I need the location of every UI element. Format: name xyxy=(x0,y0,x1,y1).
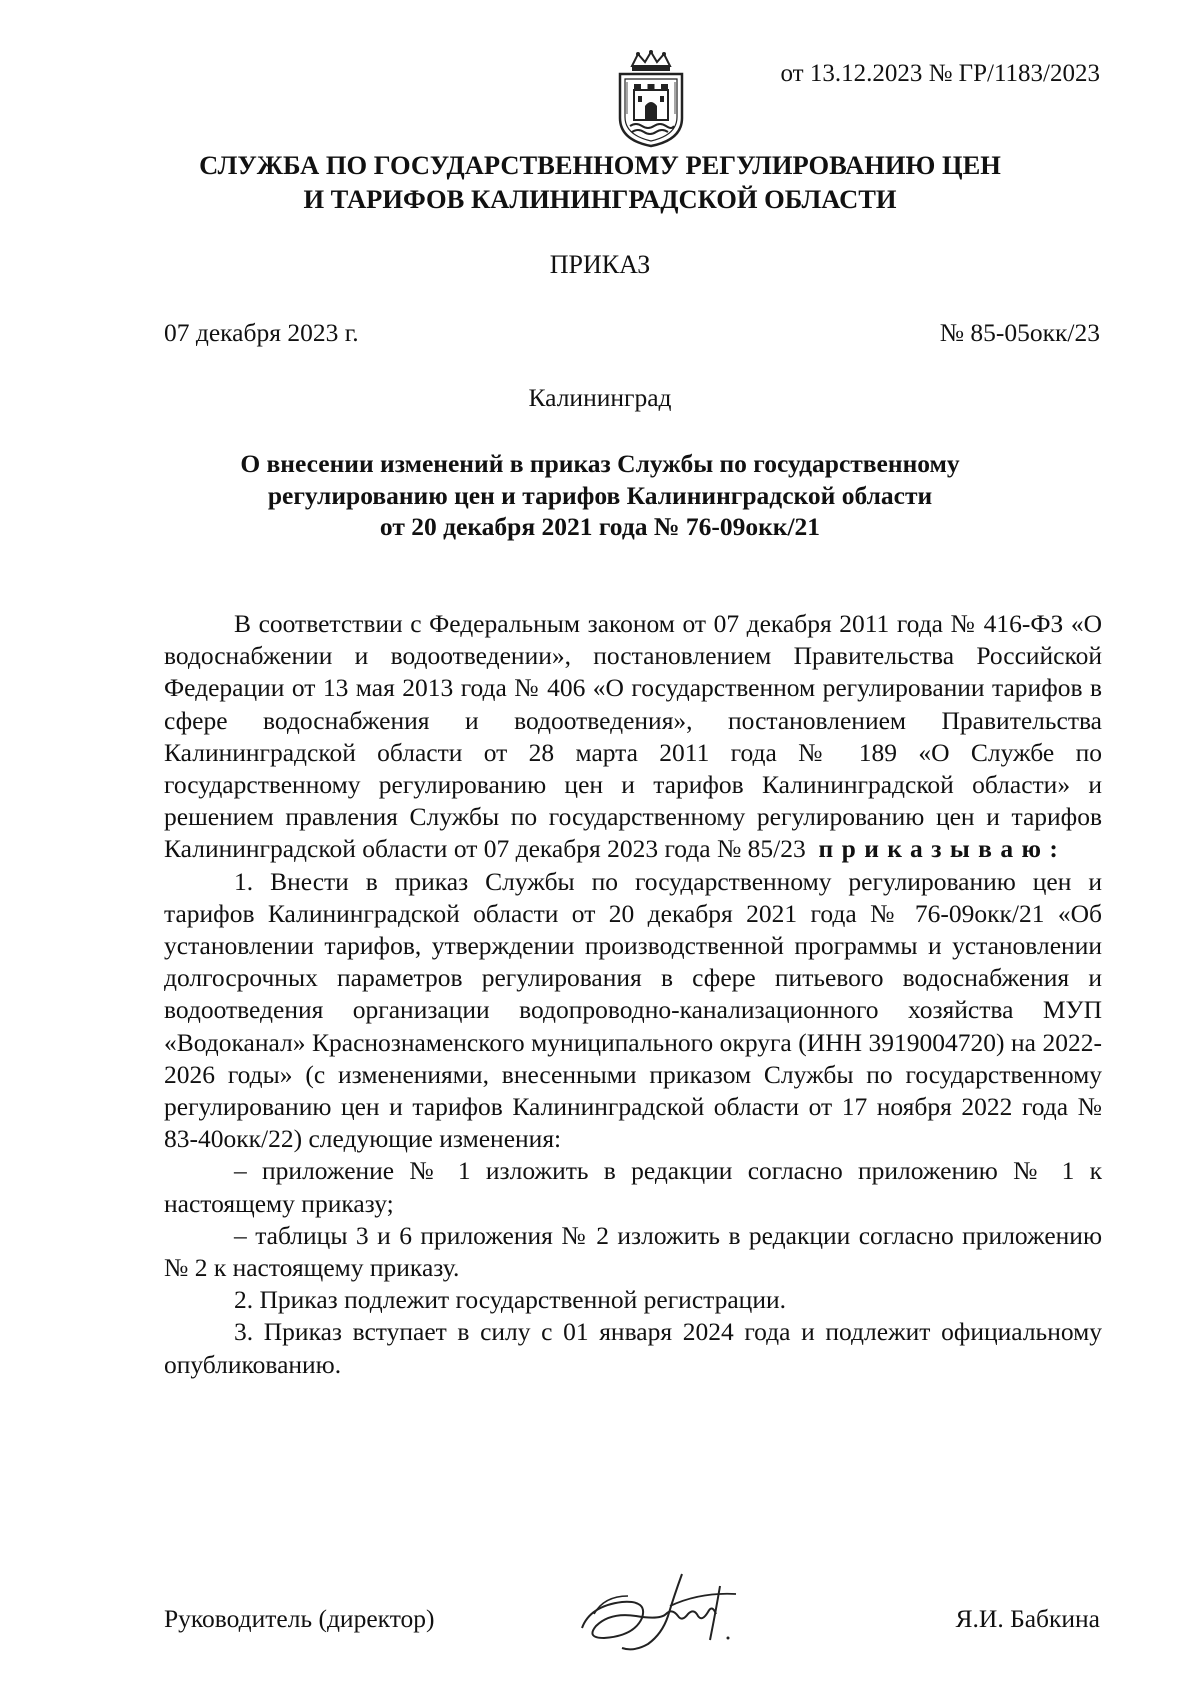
document-title-line: от 20 декабря 2021 года № 76-09окк/21 xyxy=(379,512,821,541)
document-title-line: регулированию цен и тарифов Калининградской области xyxy=(267,480,933,510)
document-date: 07 декабря 2023 г. xyxy=(164,318,359,347)
document-number: № 85-05окк/23 xyxy=(939,318,1100,347)
organization-name-line: СЛУЖБА ПО ГОСУДАРСТВЕННОМУ РЕГУЛИРОВАНИЮ ЦЕН xyxy=(199,150,1001,180)
subitem-1-paragraph: – приложение № 1 изложить в редакции согласно приложению № 1 к настоящему приказу; xyxy=(164,1156,1102,1218)
document-title xyxy=(0,448,1200,543)
document-title-line: О внесении изменений в приказ Службы по государственному xyxy=(240,449,960,478)
signatory-position: Руководитель (директор) xyxy=(164,1604,435,1633)
document-type: ПРИКАЗ xyxy=(549,250,651,279)
handwritten-signature xyxy=(570,1566,760,1656)
preamble-paragraph xyxy=(164,608,1102,866)
subitem-2-paragraph: – таблицы 3 и 6 приложения № 2 изложить в редакции согласно приложению № 2 к настоящему приказу. xyxy=(164,1220,1102,1283)
registration-stamp: от 13.12.2023 № ГР/1183/2023 xyxy=(780,60,1100,87)
item-3-paragraph: 3. Приказ вступает в силу с 01 января 2024 года и подлежит официальному опубликованию. xyxy=(164,1317,1102,1379)
organization-name xyxy=(0,148,1200,216)
organization-name-line: И ТАРИФОВ КАЛИНИНГРАДСКОЙ ОБЛАСТИ xyxy=(303,184,897,214)
coat-of-arms-emblem xyxy=(612,48,690,148)
signatory-name: Я.И. Бабкина xyxy=(955,1604,1100,1633)
document-city: Калининград xyxy=(528,383,672,412)
preamble-text: В соответствии с Федеральным законом от 07 декабря 2011 года № 416-ФЗ «О водоснабжении и водоотведении», постановлением Правительства Российской Федерации от 13 мая 2013 года № 406 «О государственном регулировании тарифов в сфере водоснабжения и водоотведения», постановлением Правительства Калининградской области от 28 марта 2011 года № 189 «О Службе по государственному регулированию цен и тарифов Калининградской области» и решением правления Службы по государственному регулированию цен и тарифов Калининградской области от 07 декабря 2023 года № 85/23 xyxy=(164,609,1102,864)
item-1-paragraph: 1. Внести в приказ Службы по государственному регулированию цен и тарифов Калининградской области от 20 декабря 2021 года № 76-09окк/21 «Об установлении тарифов, утверждении производственной программы и установлении долгосрочных параметров регулирования в сфере питьевого водоснабжения и водоотведения организации водопроводно-канализационного хозяйства МУП «Водоканал» Краснознаменского муниципального округа (ИНН 3919004720) на 2022-2026 годы» (с изменениями, внесенными приказом Службы по государственному регулированию цен и тарифов Калининградской области от 17 ноября 2022 года № 83-40окк/22) следующие изменения: xyxy=(164,866,1102,1154)
document-body xyxy=(164,608,1102,1381)
order-word: приказываю: xyxy=(818,834,1067,864)
item-2-paragraph: 2. Приказ подлежит государственной регистрации. xyxy=(234,1285,786,1315)
